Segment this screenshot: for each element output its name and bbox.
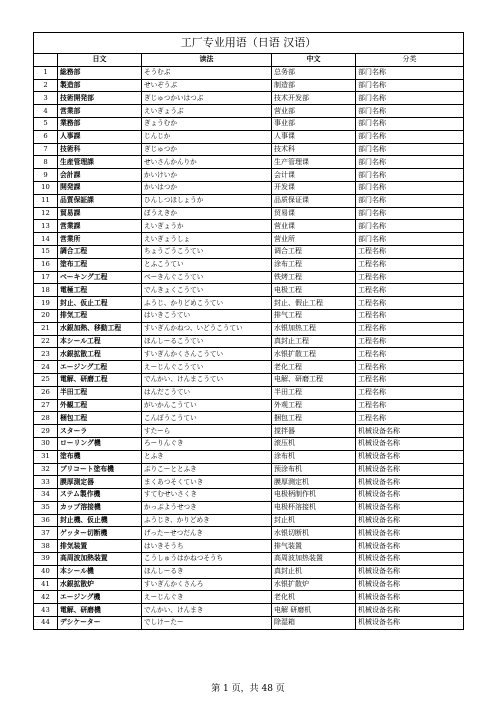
row-reading: でんきょくこうてい bbox=[142, 284, 272, 297]
row-index: 18 bbox=[34, 284, 58, 297]
row-index: 13 bbox=[34, 220, 58, 233]
row-japanese: 本シール機 bbox=[58, 565, 142, 578]
row-index: 40 bbox=[34, 565, 58, 578]
table-row bbox=[34, 92, 464, 105]
row-japanese: エージング工程 bbox=[58, 361, 142, 374]
row-index: 22 bbox=[34, 335, 58, 348]
title-row bbox=[34, 33, 464, 54]
row-category: 部门名称 bbox=[356, 79, 464, 92]
row-chinese: 电解 研磨机 bbox=[272, 604, 356, 617]
row-category: 部门名称 bbox=[356, 92, 464, 105]
row-category: 工程名称 bbox=[356, 373, 464, 386]
row-index: 34 bbox=[34, 489, 58, 502]
table-row bbox=[34, 412, 464, 425]
row-index: 38 bbox=[34, 540, 58, 553]
row-index: 24 bbox=[34, 361, 58, 374]
table-row bbox=[34, 425, 464, 438]
row-japanese: 塗布機 bbox=[58, 450, 142, 463]
table-row bbox=[34, 169, 464, 182]
row-japanese: 排気装置 bbox=[58, 540, 142, 553]
row-category: 部门名称 bbox=[356, 66, 464, 79]
table-row bbox=[34, 117, 464, 130]
row-reading: ぎょうむか bbox=[142, 117, 272, 130]
row-category: 工程名称 bbox=[356, 297, 464, 310]
table-row bbox=[34, 527, 464, 540]
row-chinese: 封止机 bbox=[272, 514, 356, 527]
row-chinese: 水银切断机 bbox=[272, 527, 356, 540]
row-index: 16 bbox=[34, 258, 58, 271]
row-category: 机械设备名称 bbox=[356, 425, 464, 438]
row-chinese: 水银扩散炉 bbox=[272, 578, 356, 591]
table-row bbox=[34, 271, 464, 284]
row-reading: こうしゅうはかねつそうち bbox=[142, 553, 272, 566]
row-reading: ぎじゅつか bbox=[142, 143, 272, 156]
row-index: 39 bbox=[34, 553, 58, 566]
page-footer: 第 1 页，共 48 页 bbox=[211, 684, 285, 694]
row-index: 20 bbox=[34, 309, 58, 322]
row-chinese: 技术开发部 bbox=[272, 92, 356, 105]
row-index: 6 bbox=[34, 130, 58, 143]
row-reading: すたーら bbox=[142, 425, 272, 438]
table-row bbox=[34, 437, 464, 450]
row-chinese: 涂布工程 bbox=[272, 258, 356, 271]
row-japanese: 封止、仮止工程 bbox=[58, 297, 142, 310]
row-japanese: 電極工程 bbox=[58, 284, 142, 297]
row-category: 工程名称 bbox=[356, 322, 464, 335]
row-index: 21 bbox=[34, 322, 58, 335]
row-chinese: 电极杯溶接机 bbox=[272, 501, 356, 514]
row-reading: ろーりんぐき bbox=[142, 437, 272, 450]
table-row bbox=[34, 233, 464, 246]
row-japanese: エージング機 bbox=[58, 591, 142, 604]
row-category: 工程名称 bbox=[356, 412, 464, 425]
row-reading: とふき bbox=[142, 450, 272, 463]
row-reading: ほんしーるき bbox=[142, 565, 272, 578]
row-index: 5 bbox=[34, 117, 58, 130]
row-category: 部门名称 bbox=[356, 194, 464, 207]
row-japanese: 総務部 bbox=[58, 66, 142, 79]
row-index: 43 bbox=[34, 604, 58, 617]
row-category: 部门名称 bbox=[356, 207, 464, 220]
row-index: 25 bbox=[34, 373, 58, 386]
row-chinese: 营业课 bbox=[272, 220, 356, 233]
row-index: 42 bbox=[34, 591, 58, 604]
table-row bbox=[34, 501, 464, 514]
row-index: 32 bbox=[34, 463, 58, 476]
row-index: 11 bbox=[34, 194, 58, 207]
table-row bbox=[34, 399, 464, 412]
row-japanese: 梱包工程 bbox=[58, 412, 142, 425]
row-japanese: ゲッター切断機 bbox=[58, 527, 142, 540]
row-chinese: 老化机 bbox=[272, 591, 356, 604]
row-reading: ひんしつほしょうか bbox=[142, 194, 272, 207]
table-row bbox=[34, 156, 464, 169]
row-category: 机械设备名称 bbox=[356, 489, 464, 502]
row-chinese: 调合工程 bbox=[272, 245, 356, 258]
row-index: 3 bbox=[34, 92, 58, 105]
row-japanese: 本シール工程 bbox=[58, 335, 142, 348]
row-index: 14 bbox=[34, 233, 58, 246]
row-reading: ほんしーるこうてい bbox=[142, 335, 272, 348]
row-japanese: ステム製作機 bbox=[58, 489, 142, 502]
row-category: 机械设备名称 bbox=[356, 578, 464, 591]
row-chinese: 电解、研磨工程 bbox=[272, 373, 356, 386]
row-index: 2 bbox=[34, 79, 58, 92]
table-row bbox=[34, 565, 464, 578]
row-index: 15 bbox=[34, 245, 58, 258]
row-chinese: 排气工程 bbox=[272, 309, 356, 322]
row-reading: すいぎんかねつ、いどうこうてい bbox=[142, 322, 272, 335]
row-chinese: 排气装置 bbox=[272, 540, 356, 553]
row-index: 41 bbox=[34, 578, 58, 591]
row-category: 工程名称 bbox=[356, 386, 464, 399]
table-row bbox=[34, 309, 464, 322]
table-row bbox=[34, 284, 464, 297]
table-row bbox=[34, 476, 464, 489]
row-chinese: 真封止工程 bbox=[272, 335, 356, 348]
row-japanese: 営業部 bbox=[58, 105, 142, 118]
row-category: 部门名称 bbox=[356, 156, 464, 169]
glossary-sheet bbox=[33, 32, 463, 668]
row-chinese: 半田工程 bbox=[272, 386, 356, 399]
row-reading: でんかい、けんまこうてい bbox=[142, 373, 272, 386]
row-reading: ふうじ、かりどめこうてい bbox=[142, 297, 272, 310]
row-japanese: 開発課 bbox=[58, 181, 142, 194]
glossary-table bbox=[33, 32, 464, 630]
row-category: 机械设备名称 bbox=[356, 514, 464, 527]
row-chinese: 营业部 bbox=[272, 105, 356, 118]
row-reading: えーじんぐこうてい bbox=[142, 361, 272, 374]
row-japanese: 半田工程 bbox=[58, 386, 142, 399]
row-reading: でしけーたー bbox=[142, 617, 272, 630]
row-japanese: ローリング機 bbox=[58, 437, 142, 450]
row-category: 部门名称 bbox=[356, 143, 464, 156]
row-index: 36 bbox=[34, 514, 58, 527]
row-category: 部门名称 bbox=[356, 181, 464, 194]
table-row bbox=[34, 207, 464, 220]
table-row bbox=[34, 143, 464, 156]
table-row bbox=[34, 297, 464, 310]
table-row bbox=[34, 79, 464, 92]
row-reading: えーじんぐき bbox=[142, 591, 272, 604]
row-chinese: 贸易课 bbox=[272, 207, 356, 220]
row-category: 部门名称 bbox=[356, 105, 464, 118]
glossary-body bbox=[34, 66, 464, 629]
row-reading: えいぎょうぶ bbox=[142, 105, 272, 118]
row-category: 机械设备名称 bbox=[356, 501, 464, 514]
row-japanese: ベーキング工程 bbox=[58, 271, 142, 284]
row-chinese: 技术科 bbox=[272, 143, 356, 156]
table-row bbox=[34, 450, 464, 463]
row-chinese: 会计课 bbox=[272, 169, 356, 182]
row-category: 工程名称 bbox=[356, 348, 464, 361]
row-japanese: 塗布工程 bbox=[58, 258, 142, 271]
row-category: 部门名称 bbox=[356, 117, 464, 130]
row-japanese: カップ溶接機 bbox=[58, 501, 142, 514]
row-category: 部门名称 bbox=[356, 233, 464, 246]
row-index: 12 bbox=[34, 207, 58, 220]
row-japanese: 電解、研磨機 bbox=[58, 604, 142, 617]
row-reading: かっぷようせつき bbox=[142, 501, 272, 514]
row-chinese: 捆包工程 bbox=[272, 412, 356, 425]
row-index: 30 bbox=[34, 437, 58, 450]
row-category: 机械设备名称 bbox=[356, 553, 464, 566]
row-index: 17 bbox=[34, 271, 58, 284]
row-japanese: 技術科 bbox=[58, 143, 142, 156]
row-reading: ぎじゅつかいはつぶ bbox=[142, 92, 272, 105]
row-category: 机械设备名称 bbox=[356, 604, 464, 617]
table-row bbox=[34, 348, 464, 361]
table-row bbox=[34, 130, 464, 143]
row-chinese: 总务部 bbox=[272, 66, 356, 79]
row-japanese: 水銀拡散工程 bbox=[58, 348, 142, 361]
row-reading: とふこうてい bbox=[142, 258, 272, 271]
row-category: 机械设备名称 bbox=[356, 437, 464, 450]
row-chinese: 真封止机 bbox=[272, 565, 356, 578]
table-row bbox=[34, 591, 464, 604]
row-japanese: 電解、研磨工程 bbox=[58, 373, 142, 386]
row-category: 机械设备名称 bbox=[356, 463, 464, 476]
row-reading: えいぎょうか bbox=[142, 220, 272, 233]
header-index bbox=[34, 54, 58, 67]
row-chinese: 高周波加热装置 bbox=[272, 553, 356, 566]
table-row bbox=[34, 604, 464, 617]
row-chinese: 人事课 bbox=[272, 130, 356, 143]
table-row bbox=[34, 617, 464, 630]
row-japanese: 調合工程 bbox=[58, 245, 142, 258]
row-japanese: 封止機、仮止機 bbox=[58, 514, 142, 527]
row-chinese: 事业部 bbox=[272, 117, 356, 130]
row-japanese: 品質保証課 bbox=[58, 194, 142, 207]
table-row bbox=[34, 514, 464, 527]
table-row bbox=[34, 258, 464, 271]
row-chinese: 滚压机 bbox=[272, 437, 356, 450]
row-reading: かいはつか bbox=[142, 181, 272, 194]
row-category: 机械设备名称 bbox=[356, 476, 464, 489]
row-reading: すいぎんかくさんろ bbox=[142, 578, 272, 591]
row-chinese: 制造部 bbox=[272, 79, 356, 92]
row-chinese: 水银扩散工程 bbox=[272, 348, 356, 361]
header-category: 分类 bbox=[356, 54, 464, 67]
table-row bbox=[34, 245, 464, 258]
row-index: 29 bbox=[34, 425, 58, 438]
row-japanese: 水銀拡散炉 bbox=[58, 578, 142, 591]
table-row bbox=[34, 553, 464, 566]
row-category: 部门名称 bbox=[356, 169, 464, 182]
row-index: 33 bbox=[34, 476, 58, 489]
row-reading: べーきんぐこうてい bbox=[142, 271, 272, 284]
row-category: 部门名称 bbox=[356, 220, 464, 233]
row-category: 工程名称 bbox=[356, 335, 464, 348]
row-category: 机械设备名称 bbox=[356, 527, 464, 540]
row-index: 35 bbox=[34, 501, 58, 514]
row-category: 部门名称 bbox=[356, 130, 464, 143]
row-japanese: 生産管理課 bbox=[58, 156, 142, 169]
row-index: 10 bbox=[34, 181, 58, 194]
row-chinese: 铁烤工程 bbox=[272, 271, 356, 284]
row-japanese: 外観工程 bbox=[58, 399, 142, 412]
row-category: 工程名称 bbox=[356, 309, 464, 322]
row-chinese: 膜厚测定机 bbox=[272, 476, 356, 489]
row-index: 9 bbox=[34, 169, 58, 182]
row-chinese: 预涂布机 bbox=[272, 463, 356, 476]
row-japanese: 膜厚測定器 bbox=[58, 476, 142, 489]
row-chinese: 水银加热工程 bbox=[272, 322, 356, 335]
row-reading: せいぞうぶ bbox=[142, 79, 272, 92]
row-japanese: 業務部 bbox=[58, 117, 142, 130]
table-row bbox=[34, 322, 464, 335]
row-japanese: 営業所 bbox=[58, 233, 142, 246]
row-chinese: 搅拌器 bbox=[272, 425, 356, 438]
row-reading: はいきそうち bbox=[142, 540, 272, 553]
row-chinese: 电极柄制作机 bbox=[272, 489, 356, 502]
row-japanese: プリコート塗布機 bbox=[58, 463, 142, 476]
row-index: 26 bbox=[34, 386, 58, 399]
row-index: 8 bbox=[34, 156, 58, 169]
row-reading: かいけいか bbox=[142, 169, 272, 182]
row-index: 1 bbox=[34, 66, 58, 79]
row-reading: そうむぶ bbox=[142, 66, 272, 79]
row-category: 机械设备名称 bbox=[356, 591, 464, 604]
row-category: 机械设备名称 bbox=[356, 540, 464, 553]
row-category: 工程名称 bbox=[356, 271, 464, 284]
row-category: 工程名称 bbox=[356, 361, 464, 374]
row-chinese: 封止、假止工程 bbox=[272, 297, 356, 310]
row-japanese: 高周波加熱装置 bbox=[58, 553, 142, 566]
row-reading: でんかい、けんまき bbox=[142, 604, 272, 617]
row-index: 4 bbox=[34, 105, 58, 118]
header-row bbox=[34, 54, 464, 67]
row-chinese: 老化工程 bbox=[272, 361, 356, 374]
row-category: 工程名称 bbox=[356, 284, 464, 297]
row-reading: すてむせいさくき bbox=[142, 489, 272, 502]
row-category: 机械设备名称 bbox=[356, 450, 464, 463]
row-chinese: 品质保证课 bbox=[272, 194, 356, 207]
row-reading: はんだこうてい bbox=[142, 386, 272, 399]
row-index: 23 bbox=[34, 348, 58, 361]
row-chinese: 开发课 bbox=[272, 181, 356, 194]
row-reading: ちょうごうこうてい bbox=[142, 245, 272, 258]
row-reading: はいきこうてい bbox=[142, 309, 272, 322]
row-reading: げったーせつだんき bbox=[142, 527, 272, 540]
table-row bbox=[34, 194, 464, 207]
row-chinese: 涂布机 bbox=[272, 450, 356, 463]
row-category: 机械设备名称 bbox=[356, 565, 464, 578]
row-reading: すいぎんかくさんこうてい bbox=[142, 348, 272, 361]
row-reading: じんじか bbox=[142, 130, 272, 143]
table-row bbox=[34, 335, 464, 348]
table-row bbox=[34, 66, 464, 79]
table-row bbox=[34, 105, 464, 118]
row-reading: こんぽうこうてい bbox=[142, 412, 272, 425]
row-index: 27 bbox=[34, 399, 58, 412]
row-index: 44 bbox=[34, 617, 58, 630]
row-chinese: 生产管理课 bbox=[272, 156, 356, 169]
table-row bbox=[34, 386, 464, 399]
row-index: 28 bbox=[34, 412, 58, 425]
row-reading: がいかんこうてい bbox=[142, 399, 272, 412]
row-japanese: 製造部 bbox=[58, 79, 142, 92]
row-chinese: 除湿箱 bbox=[272, 617, 356, 630]
header-japanese: 日文 bbox=[58, 54, 142, 67]
row-category: 机械设备名称 bbox=[356, 617, 464, 630]
row-category: 工程名称 bbox=[356, 399, 464, 412]
table-row bbox=[34, 181, 464, 194]
row-category: 工程名称 bbox=[356, 258, 464, 271]
row-japanese: 貿易課 bbox=[58, 207, 142, 220]
row-japanese: 排気工程 bbox=[58, 309, 142, 322]
row-japanese: デシケーター bbox=[58, 617, 142, 630]
table-row bbox=[34, 463, 464, 476]
row-chinese: 营业所 bbox=[272, 233, 356, 246]
row-reading: ぼうえきか bbox=[142, 207, 272, 220]
row-reading: せいさんかんりか bbox=[142, 156, 272, 169]
table-row bbox=[34, 540, 464, 553]
row-reading: ふうじき、かりどめき bbox=[142, 514, 272, 527]
table-row bbox=[34, 373, 464, 386]
header-reading: 读法 bbox=[142, 54, 272, 67]
row-chinese: 外观工程 bbox=[272, 399, 356, 412]
row-category: 工程名称 bbox=[356, 245, 464, 258]
page-title: 工厂专业用语（日语 汉语） bbox=[34, 33, 464, 54]
table-row bbox=[34, 578, 464, 591]
table-row bbox=[34, 220, 464, 233]
row-japanese: スターラ bbox=[58, 425, 142, 438]
row-index: 7 bbox=[34, 143, 58, 156]
row-index: 31 bbox=[34, 450, 58, 463]
row-reading: えいぎょうしょ bbox=[142, 233, 272, 246]
table-row bbox=[34, 361, 464, 374]
header-chinese: 中文 bbox=[272, 54, 356, 67]
row-chinese: 电极工程 bbox=[272, 284, 356, 297]
row-japanese: 水銀加熱、移動工程 bbox=[58, 322, 142, 335]
row-index: 19 bbox=[34, 297, 58, 310]
row-reading: ぷりこーととふき bbox=[142, 463, 272, 476]
table-row bbox=[34, 489, 464, 502]
row-japanese: 人事課 bbox=[58, 130, 142, 143]
row-reading: まくあつそくていき bbox=[142, 476, 272, 489]
row-japanese: 技術開発部 bbox=[58, 92, 142, 105]
row-index: 37 bbox=[34, 527, 58, 540]
row-japanese: 会計課 bbox=[58, 169, 142, 182]
row-japanese: 営業課 bbox=[58, 220, 142, 233]
